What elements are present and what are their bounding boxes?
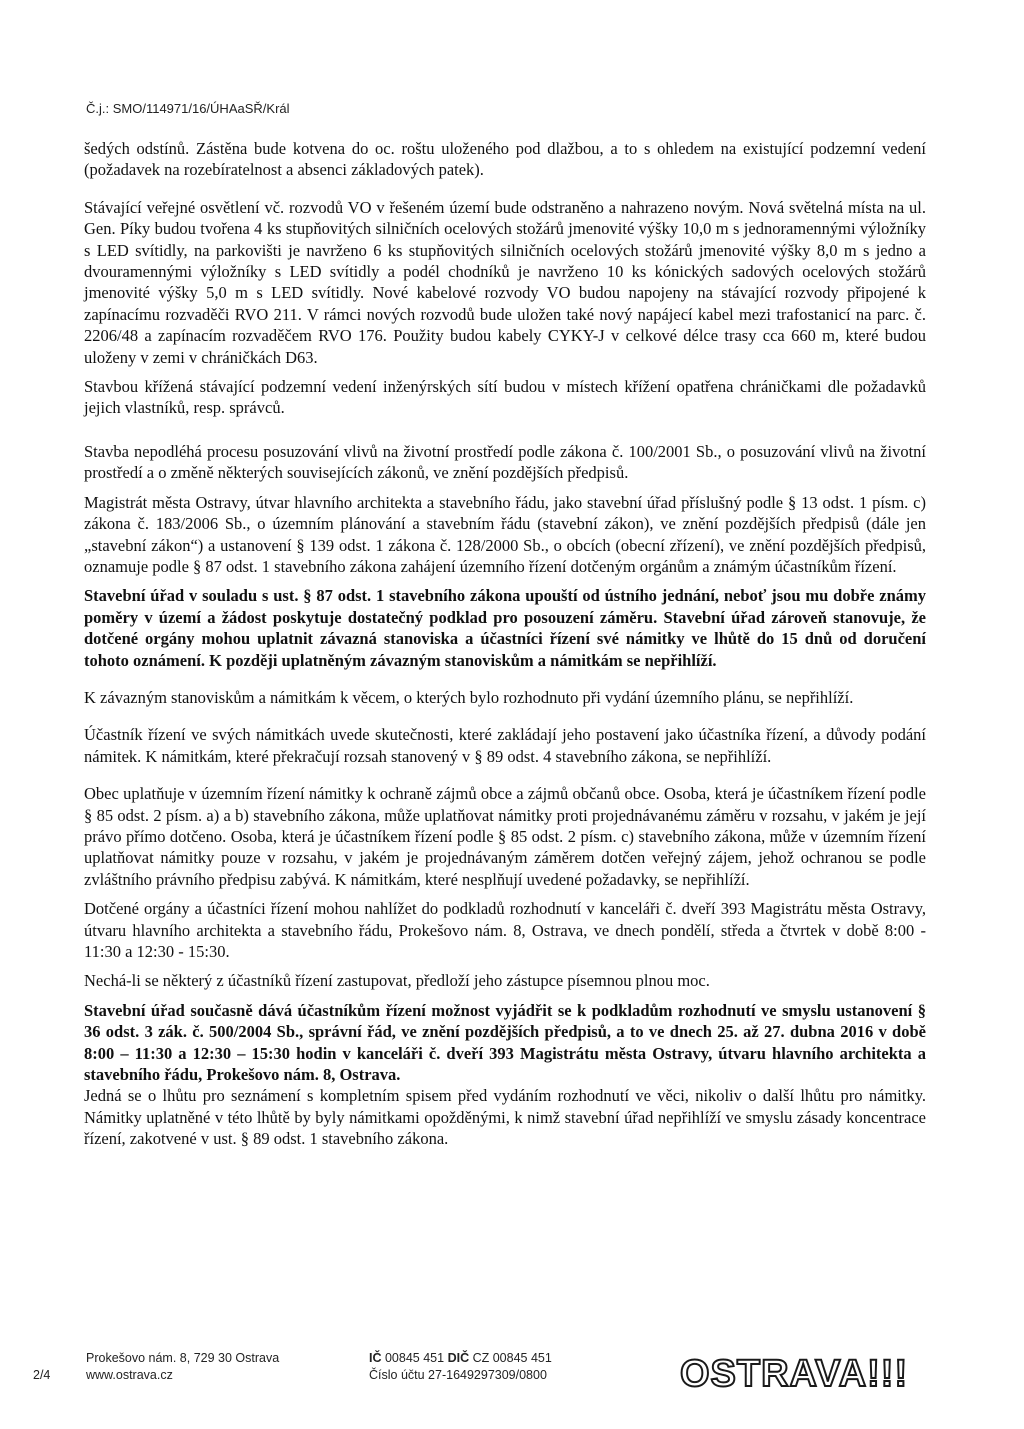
page-footer xyxy=(0,1350,1024,1400)
paragraph-inspection-of-documents: Dotčené orgány a účastníci řízení mohou nahlížet do podkladů rozhodnutí v kanceláři č. dveří 393 Magistrátu města Ostravy, útvaru hlavního architekta a stavebního řádu, Prokešovo nám. 8, Ostrava, ve dnech pondělí, středa a čtvrtek v době 8:00 - 11:30 a 12:30 - 15:30. xyxy=(84,899,926,961)
ic-label: IČ xyxy=(369,1351,382,1365)
paragraph-utility-crossings: Stavbou křížená stávající podzemní vedení inženýrských sítí budou v místech křížení opatřena chráničkami dle požadavků jejich vlastníků, resp. správců. xyxy=(84,377,926,418)
page-number: 2/4 xyxy=(33,1368,51,1382)
footer-ic-dic xyxy=(369,1350,552,1367)
ostrava-logo: OSTRAVA!!! xyxy=(680,1353,909,1395)
footer-ids-block xyxy=(369,1350,552,1384)
document-body xyxy=(84,138,926,1166)
dic-value: CZ 00845 451 xyxy=(472,1351,552,1365)
paragraph-screen-wall: šedých odstínů. Zástěna bude kotvena do oc. roštu uloženého pod dlažbou, a to s ohledem na existující podzemní vedení (požadavek na rozebíratelnost a absenci základových patek). xyxy=(84,139,926,180)
paragraph-public-lighting: Stávající veřejné osvětlení vč. rozvodů VO v řešeném území bude odstraněno a nahrazeno novým. Nová světelná místa na ul. Gen. Píky budou tvořena 4 ks stupňovitých silničních ocelových stožárů jmenovité výšky 10,0 m s jednoramennými výložníky s LED svítidly, na parkovišti je navrženo 6 ks stupňovitých silničních ocelových stožárů jmenovité výšky 8,0 m s jedno a dvouramennými výložníky s LED svítidly a podél chodníků je navrženo 10 ks kónických sadových ocelových stožárů jmenovité výšky 5,0 m s LED svítidly. Nové kabelové rozvody VO budou napojeny na stávající rozvody připojené k zapínacímu rozvaděči RVO 211. V rámci nových rozvodů bude uložen také nový napájecí kabel mezi trafostanicí na parc. č. 2206/48 a zapínacím rozvaděčem RVO 176. Použity budou kabely CYKY-J v celkové délce trasy cca 660 m, které budou uloženy v zemi v chráničkách D63. xyxy=(84,197,926,367)
paragraph-oral-hearing-waived: Stavební úřad v souladu s ust. § 87 odst. 1 stavebního zákona upouští od ústního jednání, neboť jsou mu dobře známy poměry v území a žádost poskytuje dostatečný podklad pro posouzení záměru. Stavební úřad zároveň stanovuje, že dotčené orgány mohou uplatnit závazná stanoviska a účastníci řízení své námitky ve lhůtě do 15 dnů od doručení tohoto oznámení. K později uplatněným závazným stanoviskům a námitkám se nepřihlíží. xyxy=(84,586,926,670)
paragraph-authority-notice: Magistrát města Ostravy, útvar hlavního architekta a stavebního řádu, jako stavební úřad příslušný podle § 13 odst. 1 písm. c) zákona č. 183/2006 Sb., o územním plánování a stavebním řádu (stavební zákon), ve znění pozdějších předpisů (dále jen „stavební zákon“) a ustanovení § 139 odst. 1 zákona č. 128/2000 Sb., o obcích (obecní zřízení), ve znění pozdějších předpisů, oznamuje podle § 87 odst. 1 stavebního zákona zahájení územního řízení dotčeným orgánům a známým účastníkům řízení. xyxy=(84,492,926,576)
document-reference: Č.j.: SMO/114971/16/ÚHAaSŘ/Král xyxy=(86,101,290,116)
paragraph-comment-period-note: Jedná se o lhůtu pro seznámení s kompletním spisem před vydáním rozhodnutí ve věci, nikoliv o další lhůtu pro námitky. Námitky uplatněné v této lhůtě by byly námitkami opožděnými, k nimž stavební úřad nepřihlíží ve smyslu zásady koncentrace řízení, zakotvené v ust. § 89 odst. 1 stavebního zákona. xyxy=(84,1086,926,1149)
footer-account: Číslo účtu 27-1649297309/0800 xyxy=(369,1368,547,1382)
paragraph-participant-objections: Účastník řízení ve svých námitkách uvede skutečnosti, které zakládají jeho postavení jako účastníka řízení, a důvody podání námitek. K námitkám, které překračují rozsah stanovený v § 89 odst. 4 stavebního zákona, se nepřihlíží. xyxy=(84,725,926,766)
ic-value: 00845 451 xyxy=(384,1351,445,1365)
footer-web: www.ostrava.cz xyxy=(86,1368,173,1382)
footer-address-block xyxy=(86,1350,279,1384)
paragraph-representation: Nechá-li se některý z účastníků řízení zastupovat, předloží jeho zástupce písemnou plnou moc. xyxy=(84,971,710,991)
paragraph-municipality-objections: Obec uplatňuje v územním řízení námitky k ochraně zájmů obce a zájmů občanů obce. Osoba, která je účastníkem řízení podle § 85 odst. 2 písm. a) a b) stavebního zákona, může uplatňovat námitky proti projednávanému záměru v rozsahu, v jakém je její právo přímo dotčeno. Osoba, která je účastníkem řízení podle § 85 odst. 2 písm. c) stavebního zákona, může v územním řízení uplatňovat námitky pouze v rozsahu, v jakém je projednávaným záměrem dotčen veřejný zájem, jehož ochranou se podle zvláštního právního předpisu zabývá. K námitkám, které nesplňují uvedené požadavky, se nepřihlíží. xyxy=(84,784,926,889)
paragraph-eia: Stavba nepodléhá procesu posuzování vlivů na životní prostředí podle zákona č. 100/2001 Sb., o posuzování vlivů na životní prostředí a o změně některých souvisejících zákonů, ve znění pozdějších předpisů. xyxy=(84,441,926,483)
dic-label: DIČ xyxy=(447,1351,470,1365)
paragraph-comment-period: Stavební úřad současně dává účastníkům řízení možnost vyjádřit se k podkladům rozhodnutí ve smyslu ustanovení § 36 odst. 3 zák. č. 500/2004 Sb., správní řád, ve znění pozdějších předpisů, a to ve dnech 25. až 27. dubna 2016 v době 8:00 – 11:30 a 12:30 – 15:30 hodin v kanceláři č. dveří 393 Magistrátu města Ostravy, útvaru hlavního architekta a stavebního řádu, Prokešovo nám. 8, Ostrava. xyxy=(84,1000,926,1085)
paragraph-land-plan-objections: K závazným stanoviskům a námitkám k věcem, o kterých bylo rozhodnuto při vydání územního plánu, se nepřihlíží. xyxy=(84,687,854,707)
footer-address: Prokešovo nám. 8, 729 30 Ostrava xyxy=(86,1351,280,1365)
